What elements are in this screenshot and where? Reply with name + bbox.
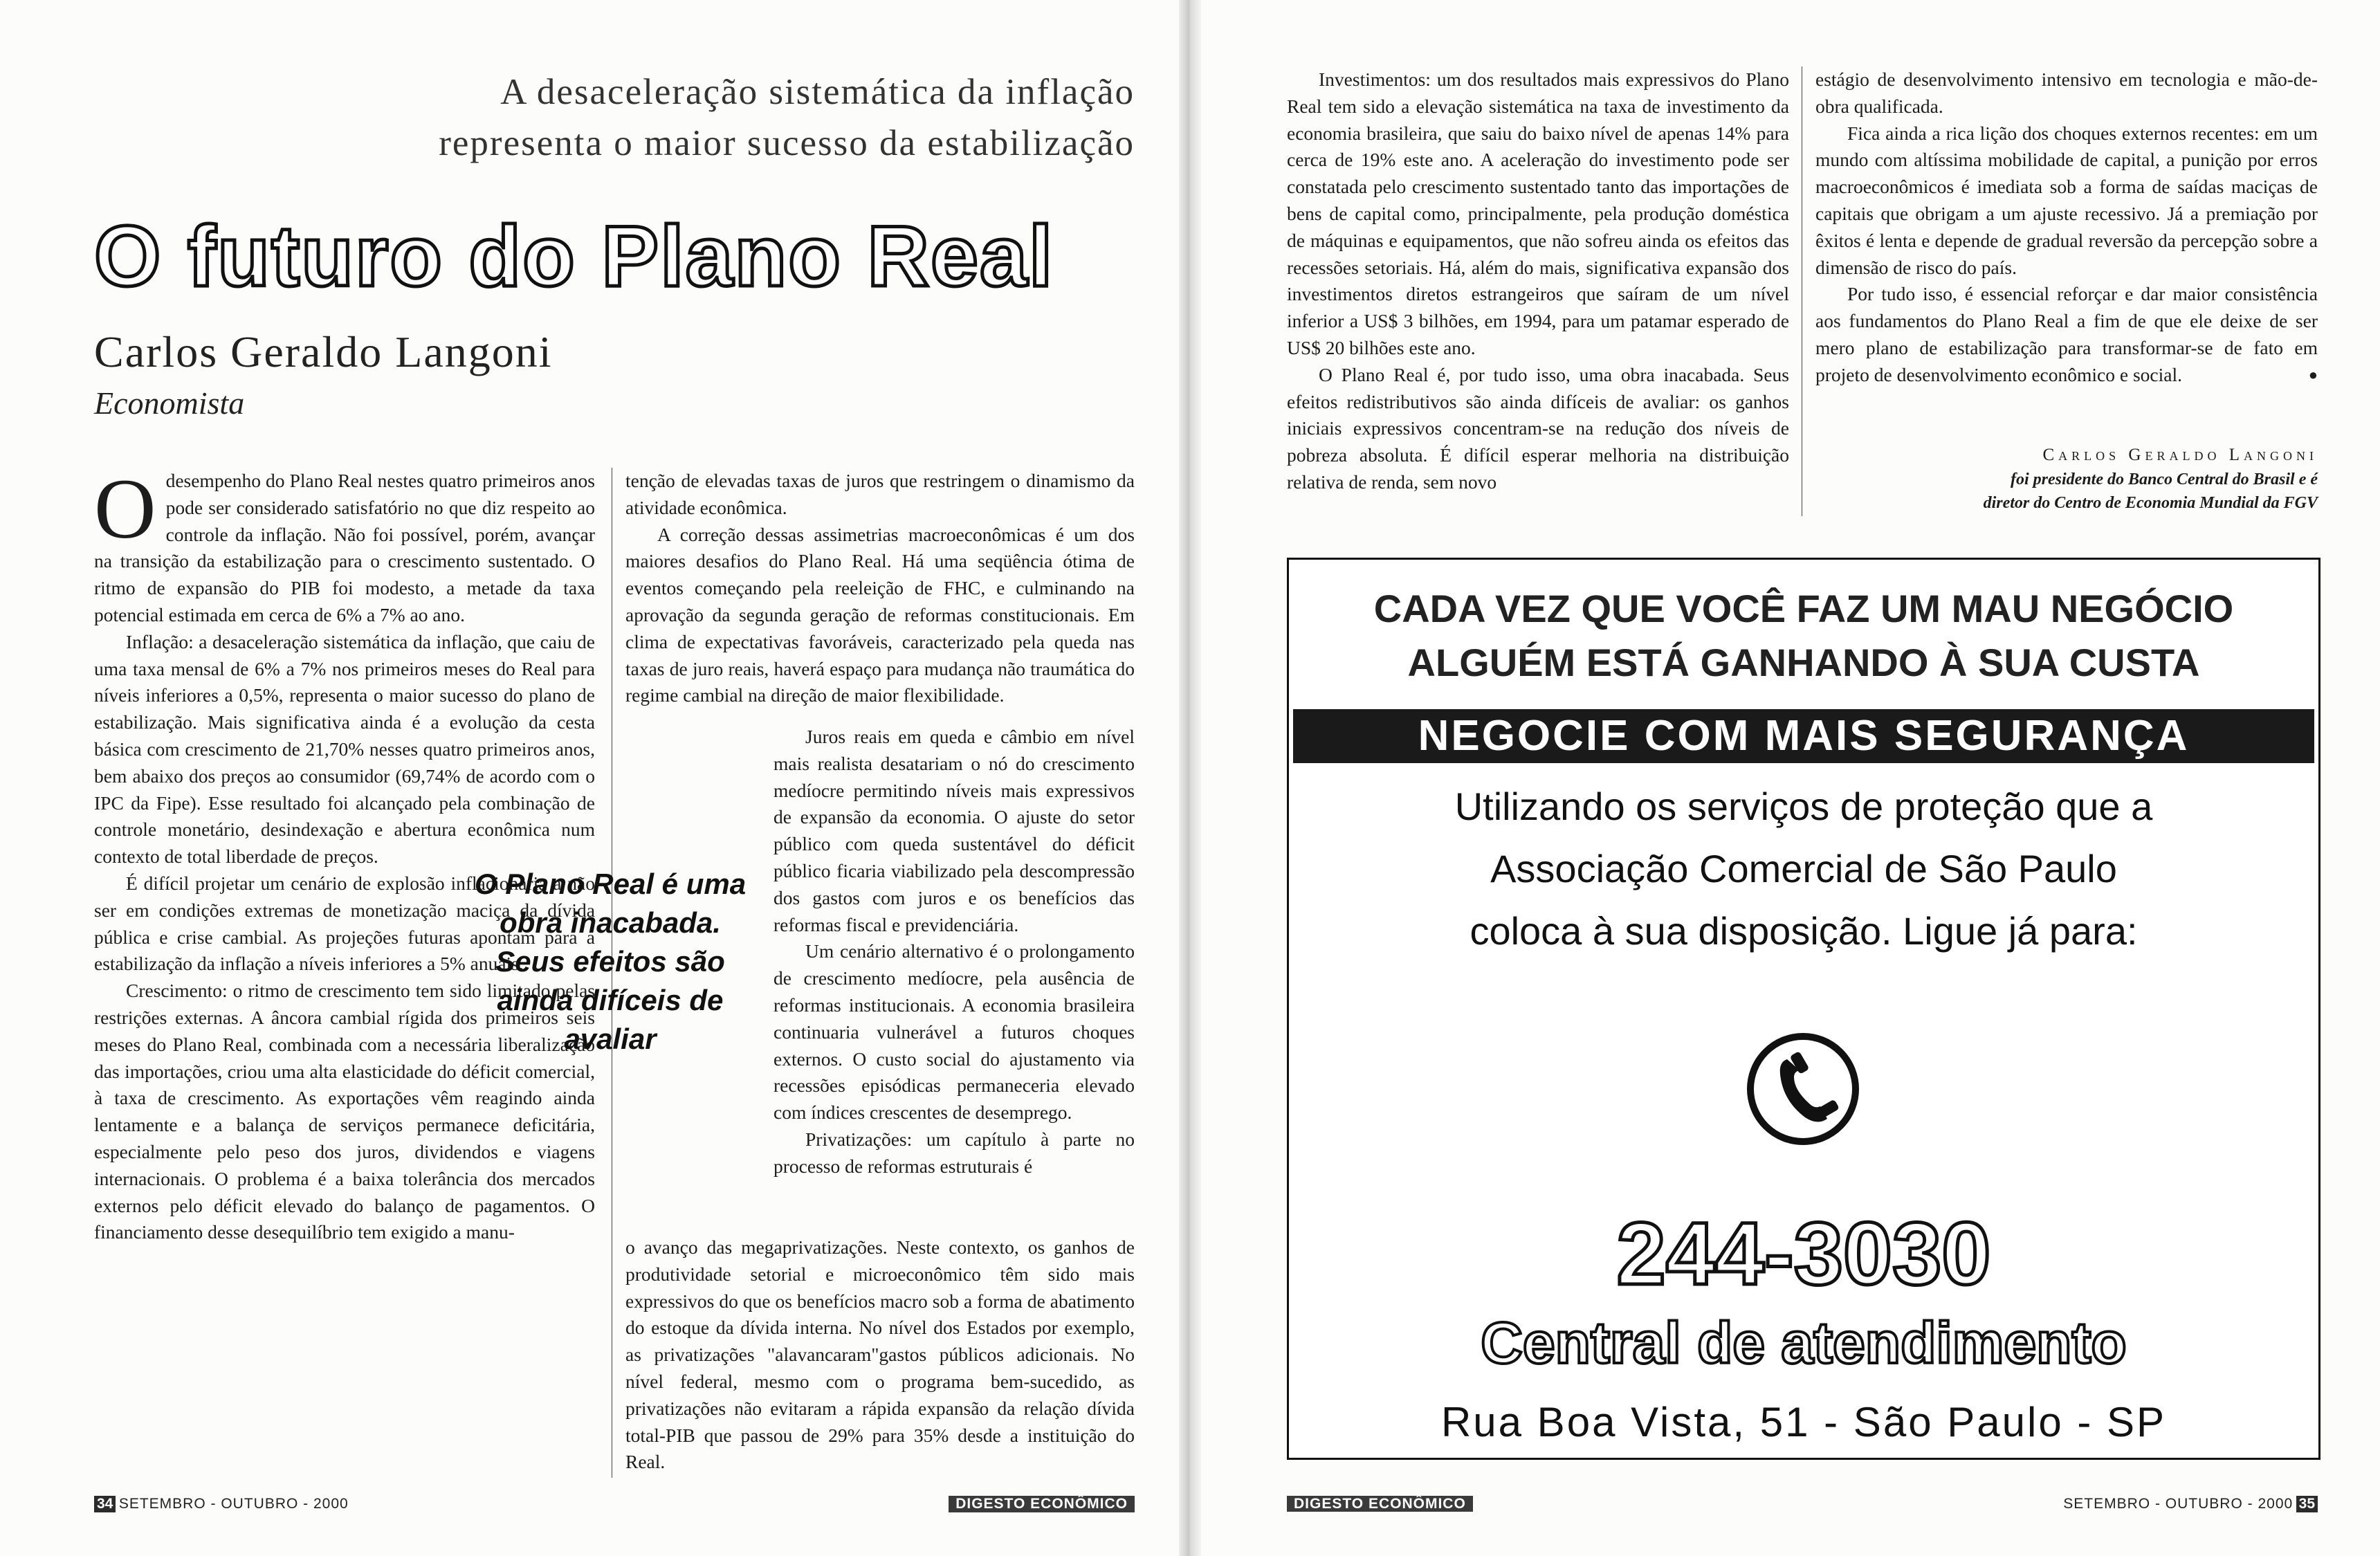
paragraph-estagio: estágio de desenvolvimento intensivo em tecnologia e mão-de-obra qualificada. <box>1815 68 2318 117</box>
right-footer-meta <box>2063 1496 2318 1512</box>
magazine-name: DIGESTO ECONÔMICO <box>949 1496 1135 1512</box>
byline-description-1: foi presidente do Banco Central do Brasil e é <box>2011 470 2318 488</box>
author-name: Carlos Geraldo Langoni <box>94 327 553 376</box>
page-number-right: 35 <box>2296 1496 2318 1512</box>
issue-date: SETEMBRO - OUTUBRO - 2000 <box>118 1496 349 1512</box>
paragraph-privatizacoes: Privatizações: um capítulo à parte no processo de reformas estruturais é <box>774 1128 1135 1177</box>
left-footer <box>94 1496 1135 1514</box>
book-gutter <box>1179 0 1201 1556</box>
byline-name: Carlos Geraldo Langoni <box>2042 446 2318 464</box>
advertisement <box>1287 558 2320 1460</box>
right-footer <box>1287 1496 2318 1514</box>
paragraph-investimentos: Investimentos: um dos resultados mais expressivos do Plano Real tem sido a elevação sistemática na taxa de investimento da economia brasileira, que saiu do baixo nível de apenas 14% para cerca de 19% este ano. A aceleração do investimento pode ser constatada pelo crescimento sustentado tanto das importações de bens de capital como, principalmente, pela produção doméstica de máquinas e equipamentos, que não sofreu ainda os efeitos das recessões setoriais. Há, além do mais, significativa expansão dos investimentos diretos estrangeiros que saíram de um nível inferior a US$ 3 bilhões, em 1994, para um patamar esperado de US$ 20 bilhões este ano. <box>1287 68 1789 358</box>
end-mark: ● <box>2308 365 2318 383</box>
article-column-2-top <box>625 468 1135 709</box>
drop-cap: O <box>94 461 156 556</box>
article-subtitle <box>387 66 1135 169</box>
paragraph-continuation: tenção de elevadas taxas de juros que restringem o dinamismo da atividade econômica. <box>625 470 1135 518</box>
ad-body-2: Associação Comercial de São Paulo <box>1490 847 2117 890</box>
magazine-name-right: DIGESTO ECONÔMICO <box>1287 1496 1473 1512</box>
ad-service-name: Central de atendimento <box>1481 1310 2127 1375</box>
article-column-2-narrow <box>774 724 1135 1180</box>
telephone-icon <box>1746 1032 1860 1146</box>
right-column-2 <box>1815 66 2318 389</box>
right-column-1 <box>1287 66 1789 496</box>
paragraph-megaprivatizacoes: o avanço das megaprivatizações. Neste contexto, os ganhos de produtividade setorial e microeconômico têm sido mais expressivos do que os benefícios macro sob a forma de abatimento do estoque da dívida interna. No nível dos Estados por exemplo, as privatizações "alavancaram"gastos públicos adicionais. No nível federal, mesmo com o programa bem-sucedido, as privatizações não evitaram a rápida expansão da relação dívida total-PIB que passou de 29% para 35% desde a instituição do Real. <box>625 1236 1135 1473</box>
ad-headline-2: ALGUÉM ESTÁ GANHANDO À SUA CUSTA <box>1407 641 2200 684</box>
paragraph-assimetrias: A correção dessas assimetrias macroeconômicas é um dos maiores desafios do Plano Real. Há uma seqüência ótima de eventos começando pela reeleição de FHC, e culminando na aprovação da segunda geração de reformas constitucionais. Em clima de expectativas favoráveis, caracterizado pela queda nas taxas de juro reais, haverá espaço para mudança não traumática do regime cambial na direção de maior flexibilidade. <box>625 523 1135 706</box>
ad-body-1: Utilizando os serviços de proteção que a <box>1454 785 2153 828</box>
byline-description-2: diretor do Centro de Economia Mundial da FGV <box>1983 494 2318 512</box>
issue-date-right: SETEMBRO - OUTUBRO - 2000 <box>2063 1496 2294 1512</box>
ad-address: Rua Boa Vista, 51 - São Paulo - SP <box>1440 1399 2167 1445</box>
paragraph-juros: Juros reais em queda e câmbio em nível mais realista desatariam o nó do crescimento medíocre permitindo níveis mais expressivos de expansão da economia. O ajuste do setor público com queda sustentável do déficit público ficaria viabilizado pela descompressão dos gastos com juros e os benefícios das reformas fiscal e previdenciária. <box>774 726 1135 935</box>
article-column-1 <box>94 461 595 1246</box>
subtitle-line-2: representa o maior sucesso da estabilização <box>439 123 1135 163</box>
right-page <box>1201 0 2380 1556</box>
ad-banner: NEGOCIE COM MAIS SEGURANÇA <box>1293 709 2314 763</box>
pull-quote: O Plano Real é uma obra inacabada. Seus efeitos são ainda difíceis de avaliar <box>474 868 747 1055</box>
paragraph-obra-inacabada: O Plano Real é, por tudo isso, uma obra inacabada. Seus efeitos redistributivos são ainda difíceis de avaliar: os ganhos iniciais expressivos concentram-se na redução dos níveis de pobreza absoluta. É difícil esperar melhoria na distribuição relativa de renda, sem novo <box>1287 363 1789 493</box>
ad-headline-1: CADA VEZ QUE VOCÊ FAZ UM MAU NEGÓCIO <box>1373 587 2234 630</box>
paragraph-cenario-alternativo: Um cenário alternativo é o prolongamento de crescimento medíocre, pela ausência de reformas institucionais. A economia brasileira continuaria vulnerável a futuros choques externos. O custo social do ajustamento via recessões episódicas permaneceria elevado com índices crescentes de desemprego. <box>774 940 1135 1124</box>
page-number: 34 <box>94 1496 116 1512</box>
ad-phone-number: 244-3030 <box>1616 1205 1991 1303</box>
article-title: O futuro do Plano Real <box>94 209 1054 304</box>
author-role: Economista <box>94 385 245 421</box>
ad-body-3: coloca à sua disposição. Ligue já para: <box>1470 909 2138 953</box>
left-page <box>0 0 1179 1556</box>
paragraph-inflacao: Inflação: a desaceleração sistemática da inflação, que caiu de uma taxa mensal de 6% a 7% nos primeiros meses do Real para níveis inferiores a 0,5%, representa o maior sucesso do plano de estabilização. Mais significativa ainda é a evolução da cesta básica com crescimento de 21,70% nesses quatro primeiros anos, bem abaixo dos preços ao consumidor (69,74% de acordo com o IPC da Fipe). Esse resultado foi alcançado pela combinação de controle monetário, desindexação e abertura econômica num contexto de total liberdade de preços. <box>94 630 595 868</box>
article-column-2-bottom <box>625 1234 1135 1476</box>
paragraph-cenario: É difícil projetar um cenário de explosão inflacionaria a não ser em condições extremas de monetização maciça da dívida pública e crise cambial. As projeções futuras apontam para a estabilização da inflação a níveis inferiores a 5% anuais. <box>94 872 595 975</box>
paragraph-crescimento: Crescimento: o ritmo de crescimento tem sido limitado pelas restrições externas. A âncora cambial rígida dos primeiros seis meses do Plano Real, combinada com a necessária liberalização das importações, criou uma alta elasticidade do déficit comercial, à taxa de crescimento. As exportações vêm reagindo ainda lentamente e a balança de serviços permanece deficitária, especialmente pelo peso dos juros, dividendos e viagens internacionais. O problema é a baixa tolerância dos mercados externos pelo déficit elevado do balanço de pagamentos. O financiamento desse desequilíbrio tem exigido a manu- <box>94 980 595 1243</box>
paragraph-conclusao: Por tudo isso, é essencial reforçar e dar maior consistência aos fundamentos do Plano Real a fim de que ele deixe de ser mero plano de estabilização para transformar-se de fato em projeto de desenvolvimento econômico e social. ● <box>1815 281 2318 388</box>
author-byline <box>1815 443 2318 515</box>
paragraph-intro: Odesempenho do Plano Real nestes quatro primeiros anos pode ser considerado satisfatório no que diz respeito ao controle da inflação. Não foi possível, porém, avançar na transição da estabilização para o crescimento sustentado. O ritmo de expansão do PIB foi modesto, a metade da taxa potencial estimada em cerca de 6% a 7% ao ano. <box>94 461 595 625</box>
subtitle-line-1: A desaceleração sistemática da inflação <box>500 72 1135 112</box>
paragraph-licao: Fica ainda a rica lição dos choques externos recentes: em um mundo com altíssima mobilidade de capital, a punição por erros macroeconômicos é imediata sob a forma de saídas maciças de capitais que obrigam a um ajuste recessivo. Já a premiação por êxitos é lenta e depende de gradual reversão da percepção sobre a dimensão de risco do país. <box>1815 122 2318 278</box>
